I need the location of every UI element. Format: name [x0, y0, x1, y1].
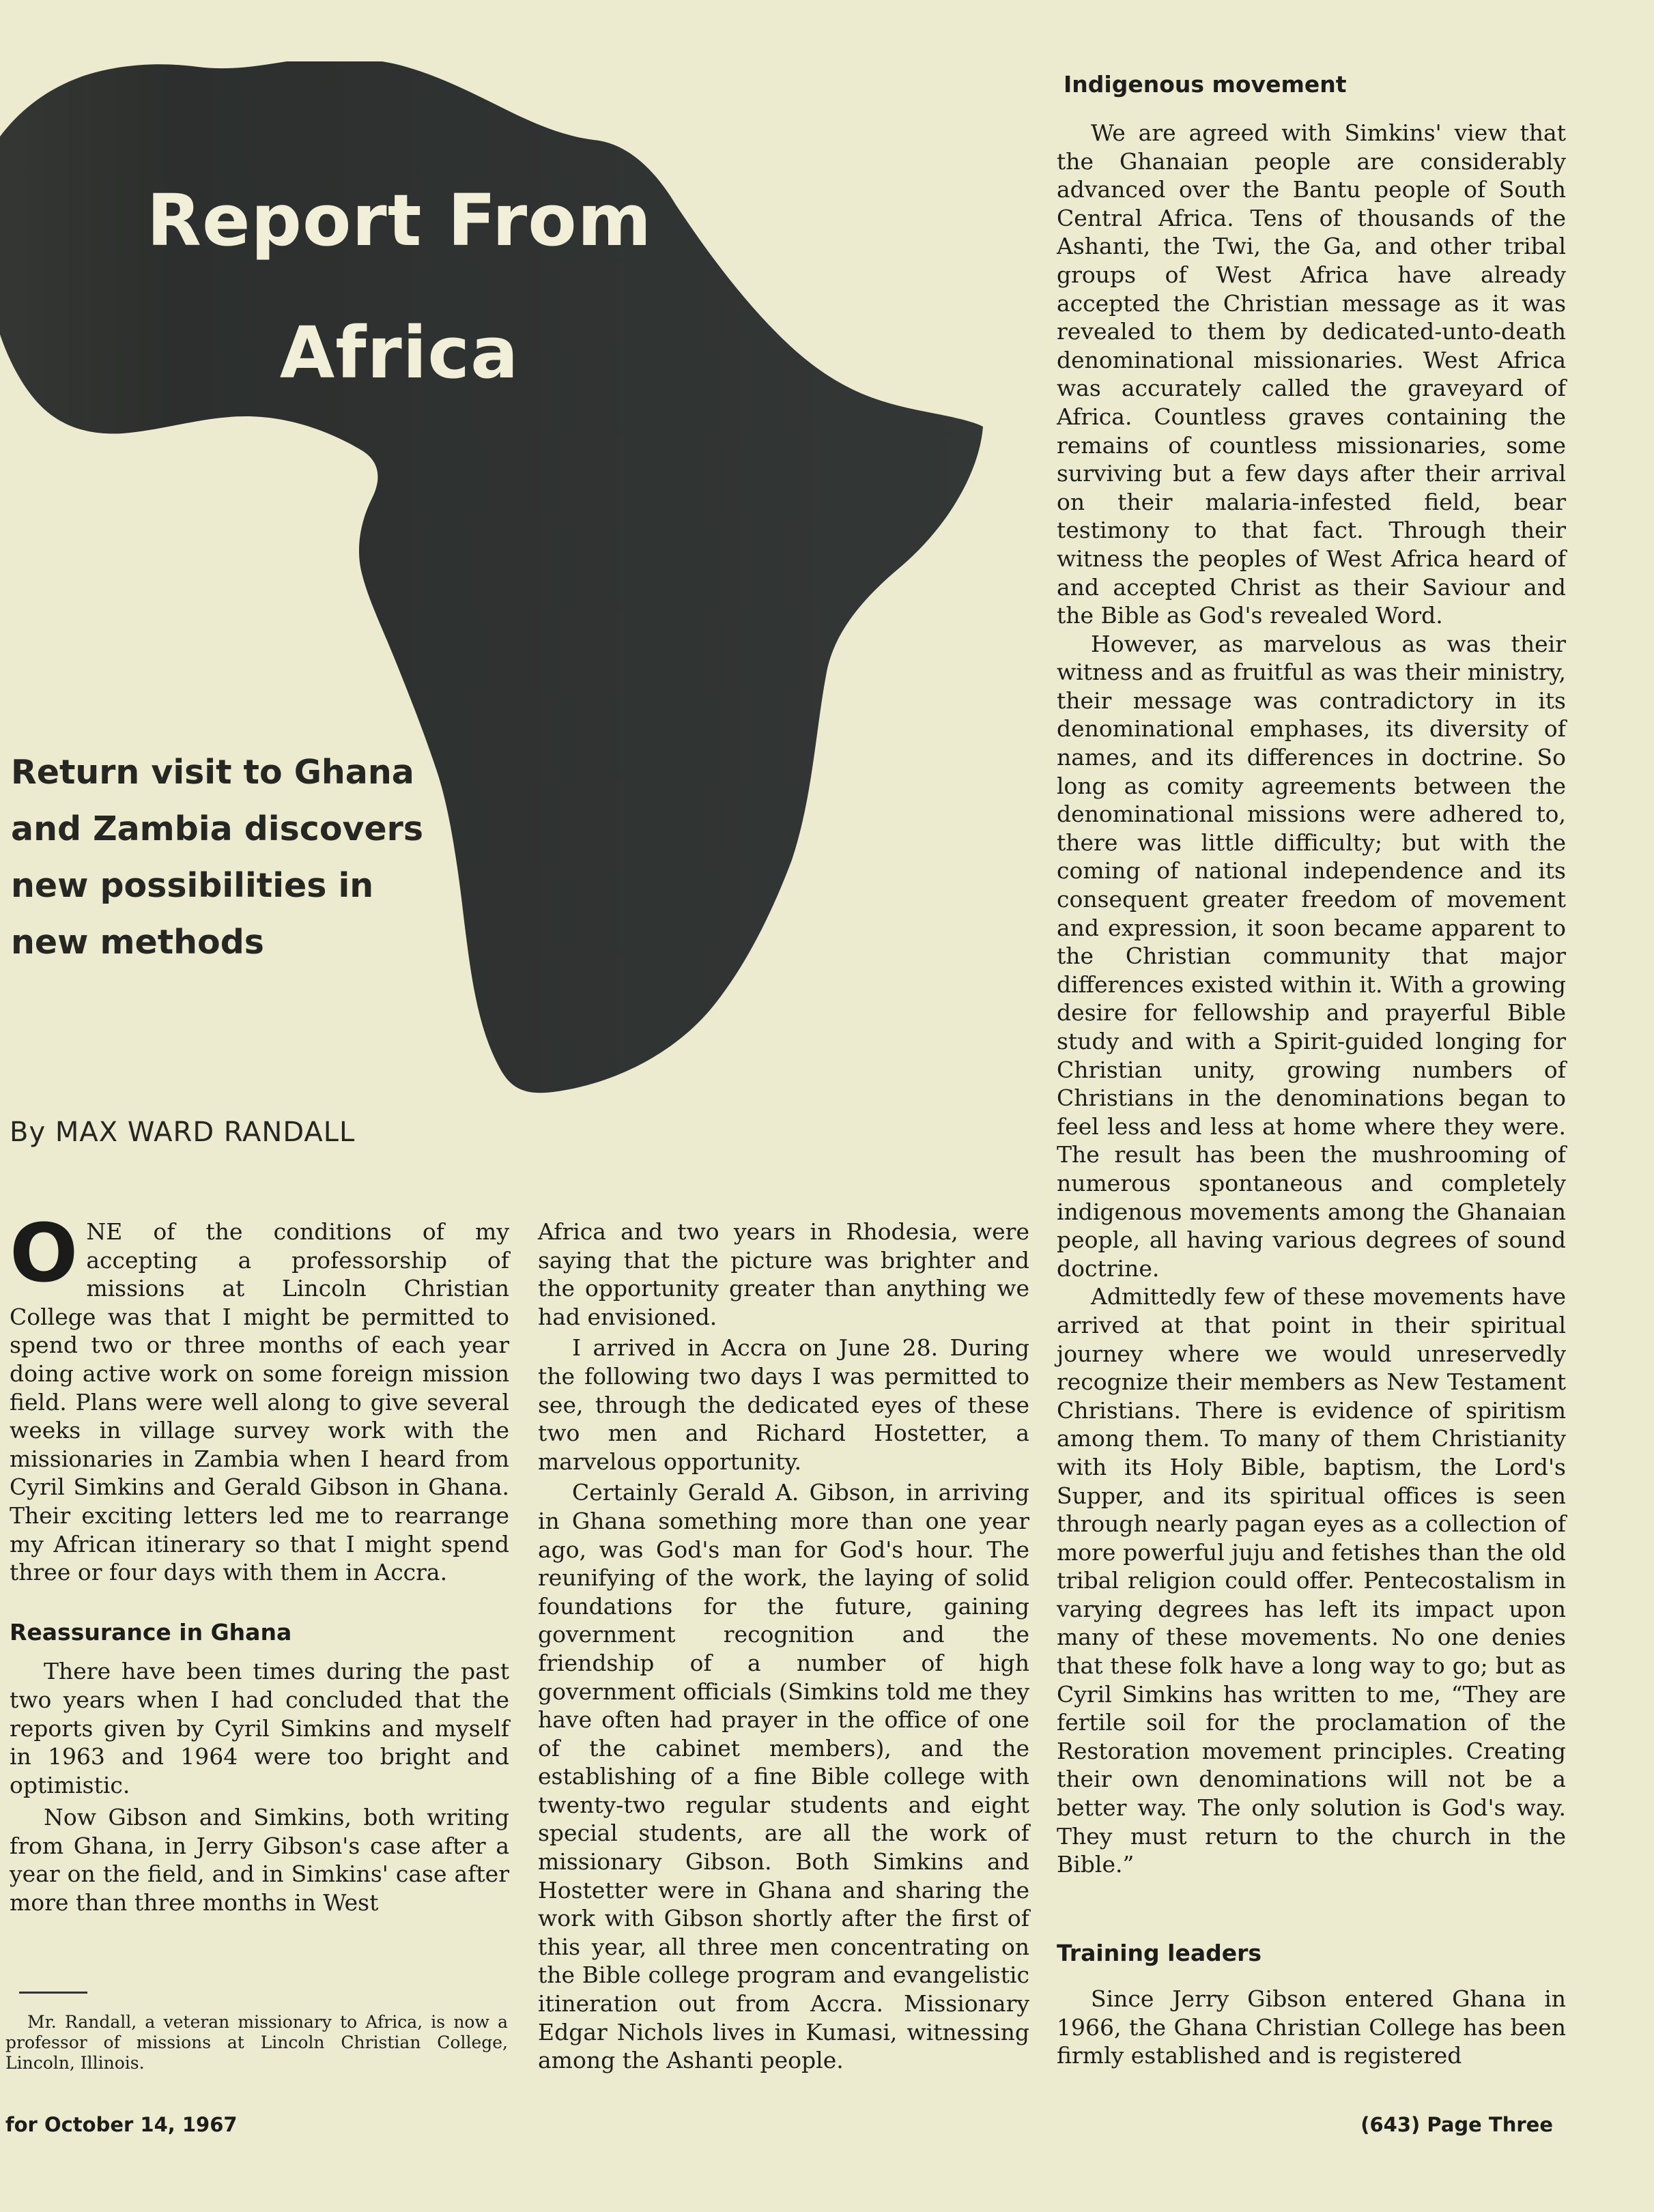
subtitle-line: and Zambia discovers — [11, 809, 423, 848]
paragraph: Since Jerry Gibson entered Ghana in 1966, the Ghana Christian College has been firmly established and is registered — [1057, 1985, 1566, 2069]
paragraph: Admittedly few of these movements have arrived at that point in their spiritual journey where we would unreservedly recognize their members as New Testament Christians. There is evidence of spiritism among them. To many of them Christianity with its Holy Bible, baptism, the Lord's Supper, and its spiritual offices is seen through nearly pagan eyes as a collection of more powerful juju and fetishes than the old tribal religion could offer. Pentecostalism in varying degrees has left its impact upon many of these movements. No one denies that these folk have a long way to go; but as Cyril Simkins has written to me, “They are fertile soil for the proclamation of the Restoration movement principles. Creating their own denominations will not be a better way. The only solution is God's way. They must return to the church in the Bible.” — [1057, 1283, 1566, 1878]
footnote-rule — [19, 1992, 87, 1994]
section-heading-reassurance: Reassurance in Ghana — [10, 1618, 292, 1646]
byline: By MAX WARD RANDALL — [10, 1117, 356, 1148]
paragraph: Now Gibson and Simkins, both writing from Ghana, in Jerry Gibson's case after a year on the field, and in Simkins' case after more than three months in West — [10, 1804, 509, 1916]
article-title-line-2: Africa — [279, 311, 519, 394]
subtitle-line: new possibilities in — [11, 866, 374, 905]
column-2 — [538, 1218, 1029, 2075]
paragraph: NE of the conditions of my accepting a professorship of missions at Lincoln Christian College was that I might be permitted to spend two or three months of each year doing active work on some foreign mission field. Plans were well along to give several weeks in village survey work with the missionaries in Zambia when I heard from Cyril Simkins and Gerald Gibson in Ghana. Their exciting letters led me to rearrange my African itinerary so that I might spend three or four days with them in Accra. — [10, 1218, 509, 1586]
article-subtitle — [11, 744, 448, 971]
paragraph: Africa and two years in Rhodesia, were saying that the picture was brighter and the opportunity greater than anything we had envisioned. — [538, 1218, 1029, 1330]
paragraph: There have been times during the past two years when I had concluded that the reports given by Cyril Simkins and myself in 1963 and 1964 were too bright and optimistic. — [10, 1658, 509, 1798]
column-3 — [1057, 119, 1566, 1879]
paragraph: We are agreed with Simkins' view that the Ghanaian people are considerably advanced over the Bantu people of South Central Africa. Tens of thousands of the Ashanti, the Twi, the Ga, and other tribal groups of West Africa have already accepted the Christian message as it was revealed to them by dedicated-unto-death denominational missionaries. West Africa was accurately called the graveyard of Africa. Countless graves containing the remains of countless missionaries, some surviving but a few days after their arrival on their malaria-infested field, bear testimony to that fact. Through their witness the peoples of West Africa heard of and accepted Christ as their Saviour and the Bible as God's revealed Word. — [1057, 119, 1566, 629]
article-title-line-1: Report From — [146, 179, 653, 262]
paragraph: I arrived in Accra on June 28. During the following two days I was permitted to see, through the dedicated eyes of these two men and Richard Hostetter, a marvelous opportunity. — [538, 1334, 1029, 1475]
paragraph: Certainly Gerald A. Gibson, in arriving in Ghana something more than one year ago, was God's man for God's hour. The reunifying of the work, the laying of solid foundations for the future, gaining government recognition and the friendship of a number of high government officials (Simkins told me they have often had prayer in the office of one of the cabinet members), and the establishing of a fine Bible college with twenty-two regular students and eight special students, are all the work of missionary Gibson. Both Simkins and Hostetter were in Ghana and sharing the work with Gibson shortly after the first of this year, all three men concentrating on the Bible college program and evangelistic itineration out from Accra. Missionary Edgar Nichols lives in Kumasi, witnessing among the Ashanti people. — [538, 1479, 1029, 2074]
section-heading-training: Training leaders — [1057, 1940, 1262, 1966]
column-1 — [10, 1206, 509, 1917]
column-3-continued — [1057, 1985, 1566, 2070]
subtitle-line: new methods — [11, 923, 264, 962]
drop-cap: O — [10, 1206, 79, 1300]
issue-date: for October 14, 1967 — [5, 2113, 238, 2136]
section-heading-indigenous: Indigenous movement — [1064, 71, 1347, 98]
page-number: (643) Page Three — [1360, 2113, 1553, 2136]
subtitle-line: Return visit to Ghana — [11, 753, 414, 792]
author-footnote: Mr. Randall, a veteran missionary to Africa, is now a professor of missions at Lincoln Christian College, Lincoln, Illinois. — [5, 2012, 508, 2073]
paragraph: However, as marvelous as was their witness and as fruitful as was their ministry, their message was contradictory in its denominational emphases, its diversity of names, and its differences in doctrine. So long as comity agreements between the denominational missions were adhered to, there was little difficulty; but with the coming of national independence and its consequent greater freedom of movement and expression, it soon became apparent to the Christian community that major differences existed within it. With a growing desire for fellowship and prayerful Bible study and with a Spirit-guided longing for Christian unity, growing numbers of Christians in the denominations began to feel less and less at home where they were. The result has been the mushrooming of numerous spontaneous and completely indigenous movements among the Ghanaian people, all having various degrees of sound doctrine. — [1057, 630, 1566, 1282]
